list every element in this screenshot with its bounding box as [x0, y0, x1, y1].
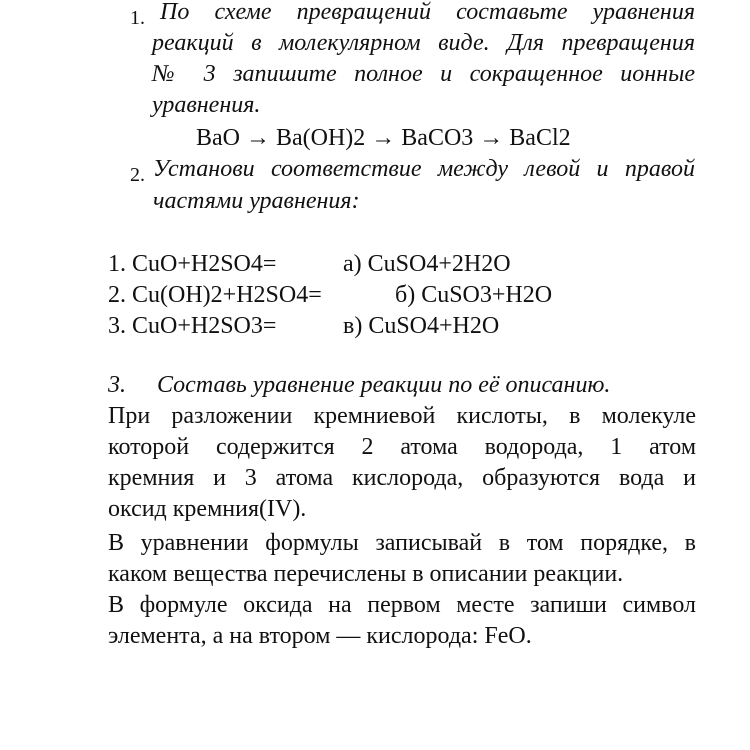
- task-3-p2-line-1: В уравнении формулы записывай в том порядке, в: [108, 530, 696, 556]
- task-2-line-1: Установи соответствие между левой и правой: [153, 156, 695, 182]
- task-1-line-3: № 3 запишите полное и сокращенное ионные: [152, 61, 695, 87]
- task-3-p1-line-3: кремния и 3 атома кислорода, образуются вода и: [108, 465, 696, 491]
- task-2-number: 2.: [130, 164, 145, 186]
- task-1-number: 1.: [130, 7, 145, 29]
- task-3-number: 3.: [108, 372, 126, 398]
- reaction-scheme: BaO → Ba(OH)2 → BaCO3 → BaCl2: [196, 125, 571, 151]
- task-3-p2-line-2: каком вещества перечислены в описании реакции.: [108, 561, 624, 587]
- task-1-line-2: реакций в молекулярном виде. Для превращения: [152, 30, 695, 56]
- equation-left-2: 2. Cu(OH)2+H2SO4=: [108, 282, 322, 308]
- equation-right-c: в) CuSO4+H2O: [343, 313, 500, 339]
- task-3-p1-line-4: оксид кремния(IV).: [108, 496, 307, 522]
- equation-right-a: а) CuSO4+2H2O: [343, 251, 511, 277]
- task-3-p1-line-2: которой содержится 2 атома водорода, 1 атом: [108, 434, 696, 460]
- task-3-p3-line-2: элемента, а на втором — кислорода: FeO.: [108, 623, 532, 649]
- task-3-p1-line-1: При разложении кремниевой кислоты, в молекуле: [108, 403, 696, 429]
- equation-left-1: 1. CuO+H2SO4=: [108, 251, 277, 277]
- equation-left-3: 3. CuO+H2SO3=: [108, 313, 277, 339]
- task-2-line-2: частями уравнения:: [153, 188, 360, 214]
- task-3-p3-line-1: В формуле оксида на первом месте запиши символ: [108, 592, 696, 618]
- task-3-title: Составь уравнение реакции по её описанию.: [157, 372, 611, 398]
- equation-right-b: б) CuSO3+H2O: [395, 282, 553, 308]
- task-1-line-1: По схеме превращений составьте уравнения: [160, 0, 695, 25]
- task-1-line-4: уравнения.: [152, 92, 261, 118]
